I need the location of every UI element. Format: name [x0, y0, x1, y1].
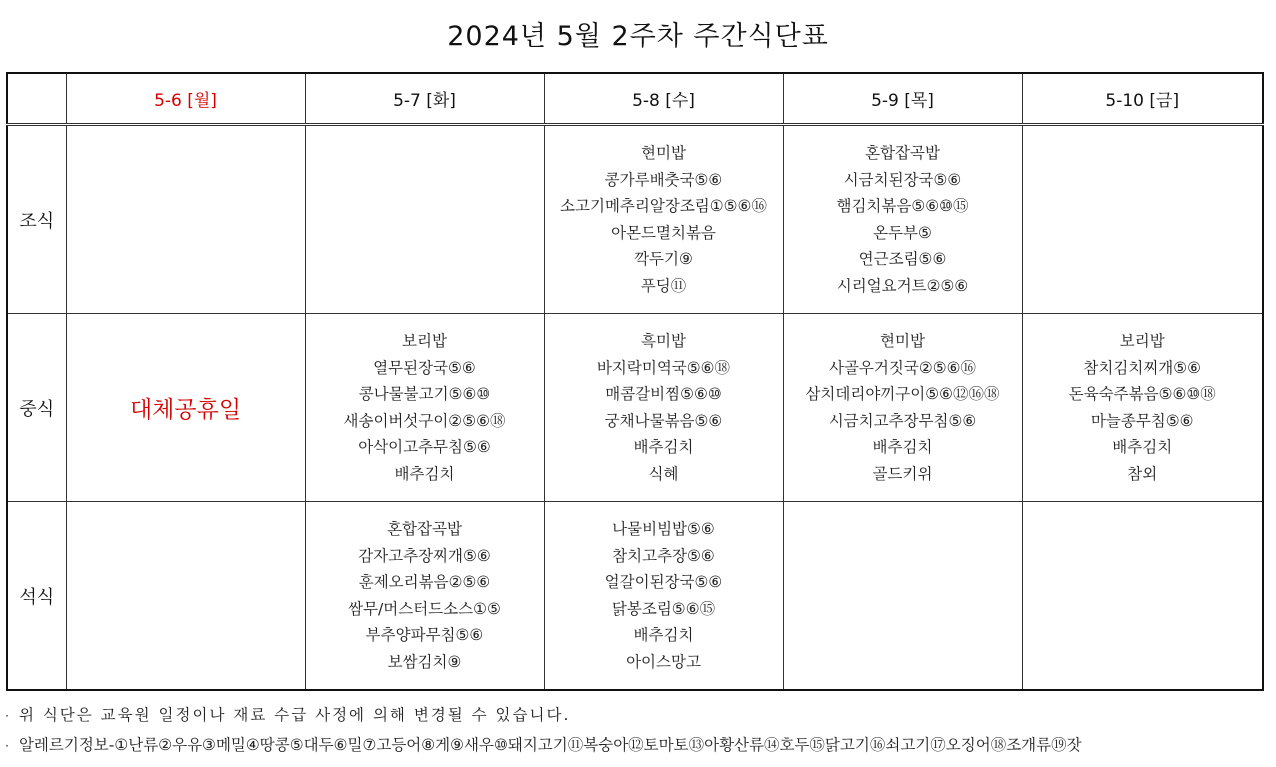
- dish-item: 아삭이고추무침⑤⑥: [358, 438, 491, 456]
- dish-item: 콩가루배춧국⑤⑥: [604, 170, 723, 189]
- dish-item: 아이스망고: [626, 652, 701, 671]
- dish-item: 새송이버섯구이②⑤⑥⑱: [343, 411, 506, 430]
- dish-item: 닭봉조림⑤⑥⑮: [611, 599, 716, 618]
- dish-item: 햄김치볶음⑤⑥⑩⑮: [836, 197, 969, 215]
- dish-item: 혼합잡곡밥: [865, 144, 940, 162]
- weekly-menu-table: [6, 72, 1264, 691]
- dish-list: [784, 328, 1022, 487]
- page-title: 2024년 5월 2주차 주간식단표: [447, 21, 829, 52]
- meal-label-lunch: 중식: [7, 314, 66, 502]
- meal-label-dinner: 석식: [7, 502, 66, 691]
- menu-cell-lunch-wed: [544, 314, 783, 502]
- dish-item: 보리밥: [1119, 332, 1165, 350]
- menu-cell-breakfast-thu: [783, 125, 1022, 314]
- dish-item: 쌈무/머스터드소스①⑤: [348, 599, 501, 618]
- meal-label-breakfast: 조식: [7, 125, 66, 314]
- dish-item: 마늘종무침⑤⑥: [1090, 411, 1194, 430]
- dish-item: 돈육숙주볶음⑤⑥⑩⑱: [1068, 385, 1216, 403]
- dish-item: 부추양파무침⑤⑥: [365, 626, 484, 644]
- dish-item: 아몬드멸치볶음: [611, 223, 716, 242]
- menu-cell-breakfast-mon: [66, 125, 305, 314]
- dish-item: 바지락미역국⑤⑥⑱: [596, 358, 731, 377]
- menu-cell-lunch-tue: [305, 314, 544, 502]
- menu-cell-breakfast-fri: [1022, 125, 1263, 314]
- day-header-mon: 5-6 [월]: [66, 73, 305, 125]
- dish-item: 소고기메추리알장조림①⑤⑥⑯: [560, 197, 767, 215]
- notes-section: [0, 700, 1270, 760]
- dish-item: 현미밥: [641, 144, 686, 162]
- dish-list: [545, 516, 783, 675]
- change-notice-text: 위 식단은 교육원 일정이나 재료 수급 사정에 의해 변경될 수 있습니다.: [18, 706, 571, 724]
- dish-item: 참치고추장⑤⑥: [612, 546, 715, 565]
- menu-cell-dinner-wed: [544, 502, 783, 691]
- menu-cell-lunch-mon: [66, 314, 305, 502]
- dish-item: 삼치데리야끼구이⑤⑥⑫⑯⑱: [805, 385, 1000, 403]
- dish-item: 감자고추장찌개⑤⑥: [358, 546, 491, 565]
- day-header-wed: 5-8 [수]: [544, 73, 783, 125]
- bullet-dot-icon: ·: [5, 739, 9, 753]
- dish-item: 보리밥: [402, 332, 447, 350]
- dish-item: 온두부⑤: [873, 223, 932, 242]
- menu-cell-dinner-mon: [66, 502, 305, 691]
- allergy-info-text: 알레르기정보-①난류②우유③메밀④땅콩⑤대두⑥밀⑦고등어⑧게⑨새우⑩돼지고기⑪복숭아⑫토마토⑬아황산류⑭호두⑮닭고기⑯쇠고기⑰오징어⑱조개류⑲잣: [18, 736, 1082, 754]
- dish-item: 참치김치찌개⑤⑥: [1083, 358, 1202, 377]
- dish-list: [306, 516, 544, 675]
- dish-item: 보쌈김치⑨: [387, 652, 462, 671]
- dish-item: 콩나물불고기⑤⑥⑩: [358, 385, 491, 403]
- dish-item: 배추김치: [1112, 438, 1173, 456]
- menu-cell-lunch-fri: [1022, 314, 1263, 502]
- dish-item: 훈제오리볶음②⑤⑥: [358, 573, 491, 591]
- dish-item: 식혜: [648, 464, 679, 483]
- dish-item: 참외: [1127, 464, 1158, 483]
- dish-item: 시금치고추장무침⑤⑥: [828, 411, 977, 430]
- dish-item: 푸딩⑪: [640, 276, 687, 295]
- day-header-fri: 5-10 [금]: [1022, 73, 1263, 125]
- dish-item: 골드키위: [872, 464, 933, 483]
- menu-cell-dinner-fri: [1022, 502, 1263, 691]
- menu-cell-dinner-tue: [305, 502, 544, 691]
- dish-item: 배추김치: [633, 438, 694, 456]
- allergy-info: [0, 730, 1270, 760]
- dish-item: 배추김치: [872, 438, 933, 456]
- dish-item: 시리얼요거트②⑤⑥: [836, 276, 969, 295]
- meal-row-breakfast: [7, 125, 1263, 314]
- dish-item: 시금치된장국⑤⑥: [843, 170, 962, 189]
- dish-item: 나물비빔밥⑤⑥: [612, 520, 715, 538]
- dish-item: 배추김치: [394, 464, 455, 483]
- menu-cell-breakfast-tue: [305, 125, 544, 314]
- corner-cell: [7, 73, 66, 125]
- dish-list: [784, 140, 1022, 299]
- dish-item: 깍두기⑨: [634, 250, 693, 268]
- bullet-dot-icon: ·: [5, 709, 9, 723]
- day-header-thu: 5-9 [목]: [783, 73, 1022, 125]
- dish-list: [1023, 328, 1263, 487]
- dish-list: [545, 140, 783, 299]
- dish-item: 매콤갈비찜⑤⑥⑩: [605, 385, 722, 403]
- dish-item: 혼합잡곡밥: [387, 520, 462, 538]
- dish-item: 현미밥: [880, 332, 925, 350]
- dish-item: 얼갈이된장국⑤⑥: [604, 573, 723, 591]
- dish-item: 열무된장국⑤⑥: [373, 358, 476, 377]
- dish-item: 배추김치: [633, 626, 694, 644]
- day-header-tue: 5-7 [화]: [305, 73, 544, 125]
- dish-item: 궁채나물볶음⑤⑥: [604, 411, 723, 430]
- meal-row-dinner: [7, 502, 1263, 691]
- change-notice: [0, 700, 1270, 730]
- dish-list: [545, 328, 783, 487]
- dish-item: 흑미밥: [641, 332, 686, 350]
- menu-cell-lunch-thu: [783, 314, 1022, 502]
- dish-item: 연근조림⑤⑥: [858, 250, 947, 268]
- holiday-label: 대체공휴일: [129, 397, 242, 423]
- dish-list: [306, 328, 544, 487]
- meal-row-lunch: [7, 314, 1263, 502]
- menu-cell-dinner-thu: [783, 502, 1022, 691]
- header-row: [7, 73, 1263, 125]
- menu-cell-breakfast-wed: [544, 125, 783, 314]
- dish-item: 사골우거짓국②⑤⑥⑯: [828, 358, 977, 377]
